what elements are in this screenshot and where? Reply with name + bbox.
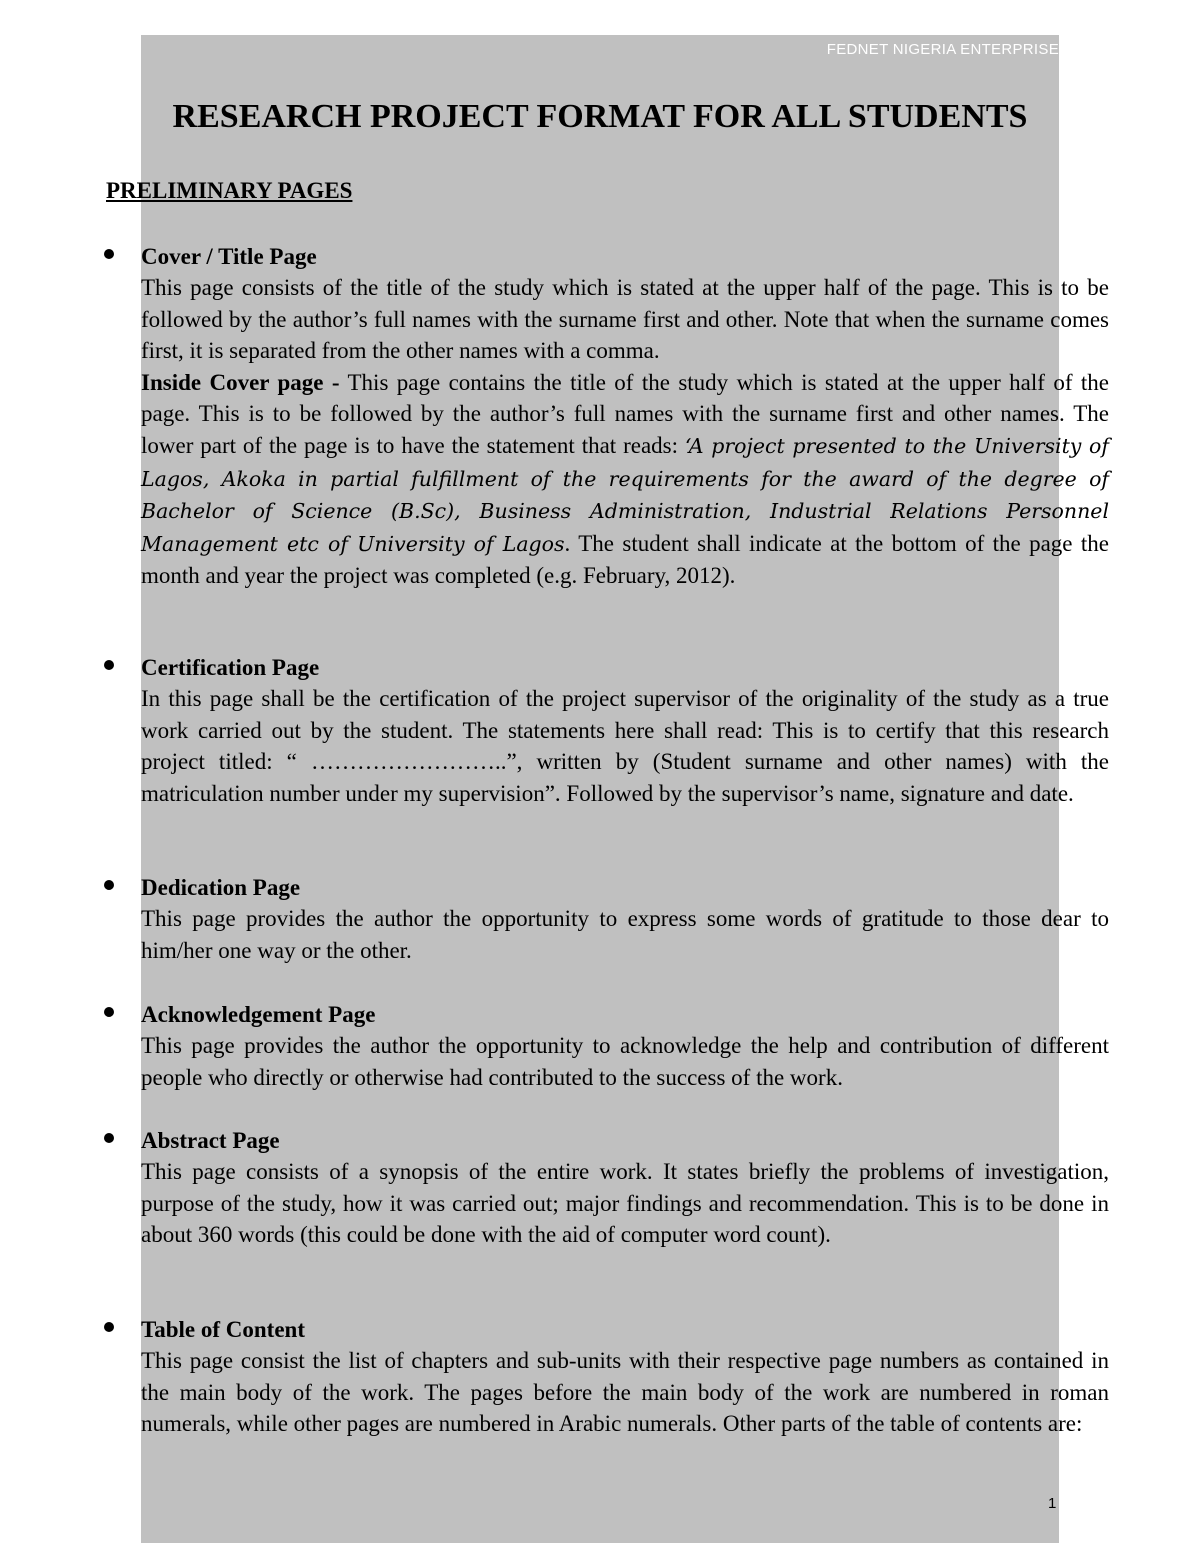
- item-sub-text: This page contains the title of the study which is stated at the upper half of the page. This is to be followed by the author’s full names with the surname first and other names. The lower part of the page is to have the statement that reads:: [141, 369, 1109, 458]
- item-heading: Dedication Page: [141, 875, 301, 900]
- bullet-icon: [104, 1133, 114, 1143]
- item-body: [141, 272, 1109, 592]
- item-heading: Acknowledgement Page: [141, 1002, 376, 1027]
- item-sub-end: . The student shall indicate at the bottom of the page the month and year the project was completed (e.g. February, 2012).: [141, 530, 1109, 589]
- item-body: This page consist the list of chapters and sub-units with their respective page numbers as contained in the main body of the work. The pages before the main body of the work are numbered in roman numerals, while other pages are numbered in Arabic numerals. Other parts of the table of contents are:: [141, 1348, 1109, 1437]
- item-sub-quote: ‘A project presented to the University of Lagos, Akoka in partial fulfillment of the requirements for the award of the degree of Bachelor of Science (B.Sc), Business Administration, Industrial Relations Personnel Management etc of University of Lagos: [141, 433, 1109, 556]
- item-paragraph: This page consists of the title of the study which is stated at the upper half of the page. This is to be followed by the author’s full names with the surname first and other. Note that when the surname comes first, it is separated from the other names with a comma.: [141, 275, 1109, 364]
- item-heading: Abstract Page: [141, 1128, 280, 1153]
- bullet-icon: [104, 1322, 114, 1332]
- document-title: RESEARCH PROJECT FORMAT FOR ALL STUDENTS: [172, 98, 1028, 135]
- page-number: 1: [1048, 1495, 1057, 1512]
- bullet-icon: [104, 660, 114, 670]
- item-heading: Cover / Title Page: [141, 244, 317, 269]
- bullet-icon: [104, 249, 114, 259]
- item-heading: Table of Content: [141, 1317, 305, 1342]
- section-heading: PRELIMINARY PAGES: [106, 178, 353, 203]
- header-note: FEDNET NIGERIA ENTERPRISE: [826, 41, 1059, 58]
- item-body: This page consists of a synopsis of the entire work. It states briefly the problems of investigation, purpose of the study, how it was carried out; major findings and recommendation. This is to be done in about 360 words (this could be done with the aid of computer word count).: [141, 1159, 1109, 1248]
- bullet-icon: [104, 1007, 114, 1017]
- item-body: This page provides the author the opportunity to acknowledge the help and contribution of different people who directly or otherwise had contributed to the success of the work.: [141, 1033, 1109, 1090]
- item-sub-paragraph: [141, 367, 1109, 592]
- item-body: In this page shall be the certification of the project supervisor of the originality of the study as a true work carried out by the student. The statements here shall read: This is to certify that this research project titled: “ ……………………..”, written by (Student surname and other names) with the matriculation number under my supervision”. Followed by the supervisor’s name, signature and date.: [141, 686, 1109, 806]
- item-sub-heading: Inside Cover page -: [141, 369, 340, 395]
- item-body: This page provides the author the opportunity to express some words of gratitude to those dear to him/her one way or the other.: [141, 906, 1109, 963]
- bullet-icon: [104, 880, 114, 890]
- item-heading: Certification Page: [141, 655, 320, 680]
